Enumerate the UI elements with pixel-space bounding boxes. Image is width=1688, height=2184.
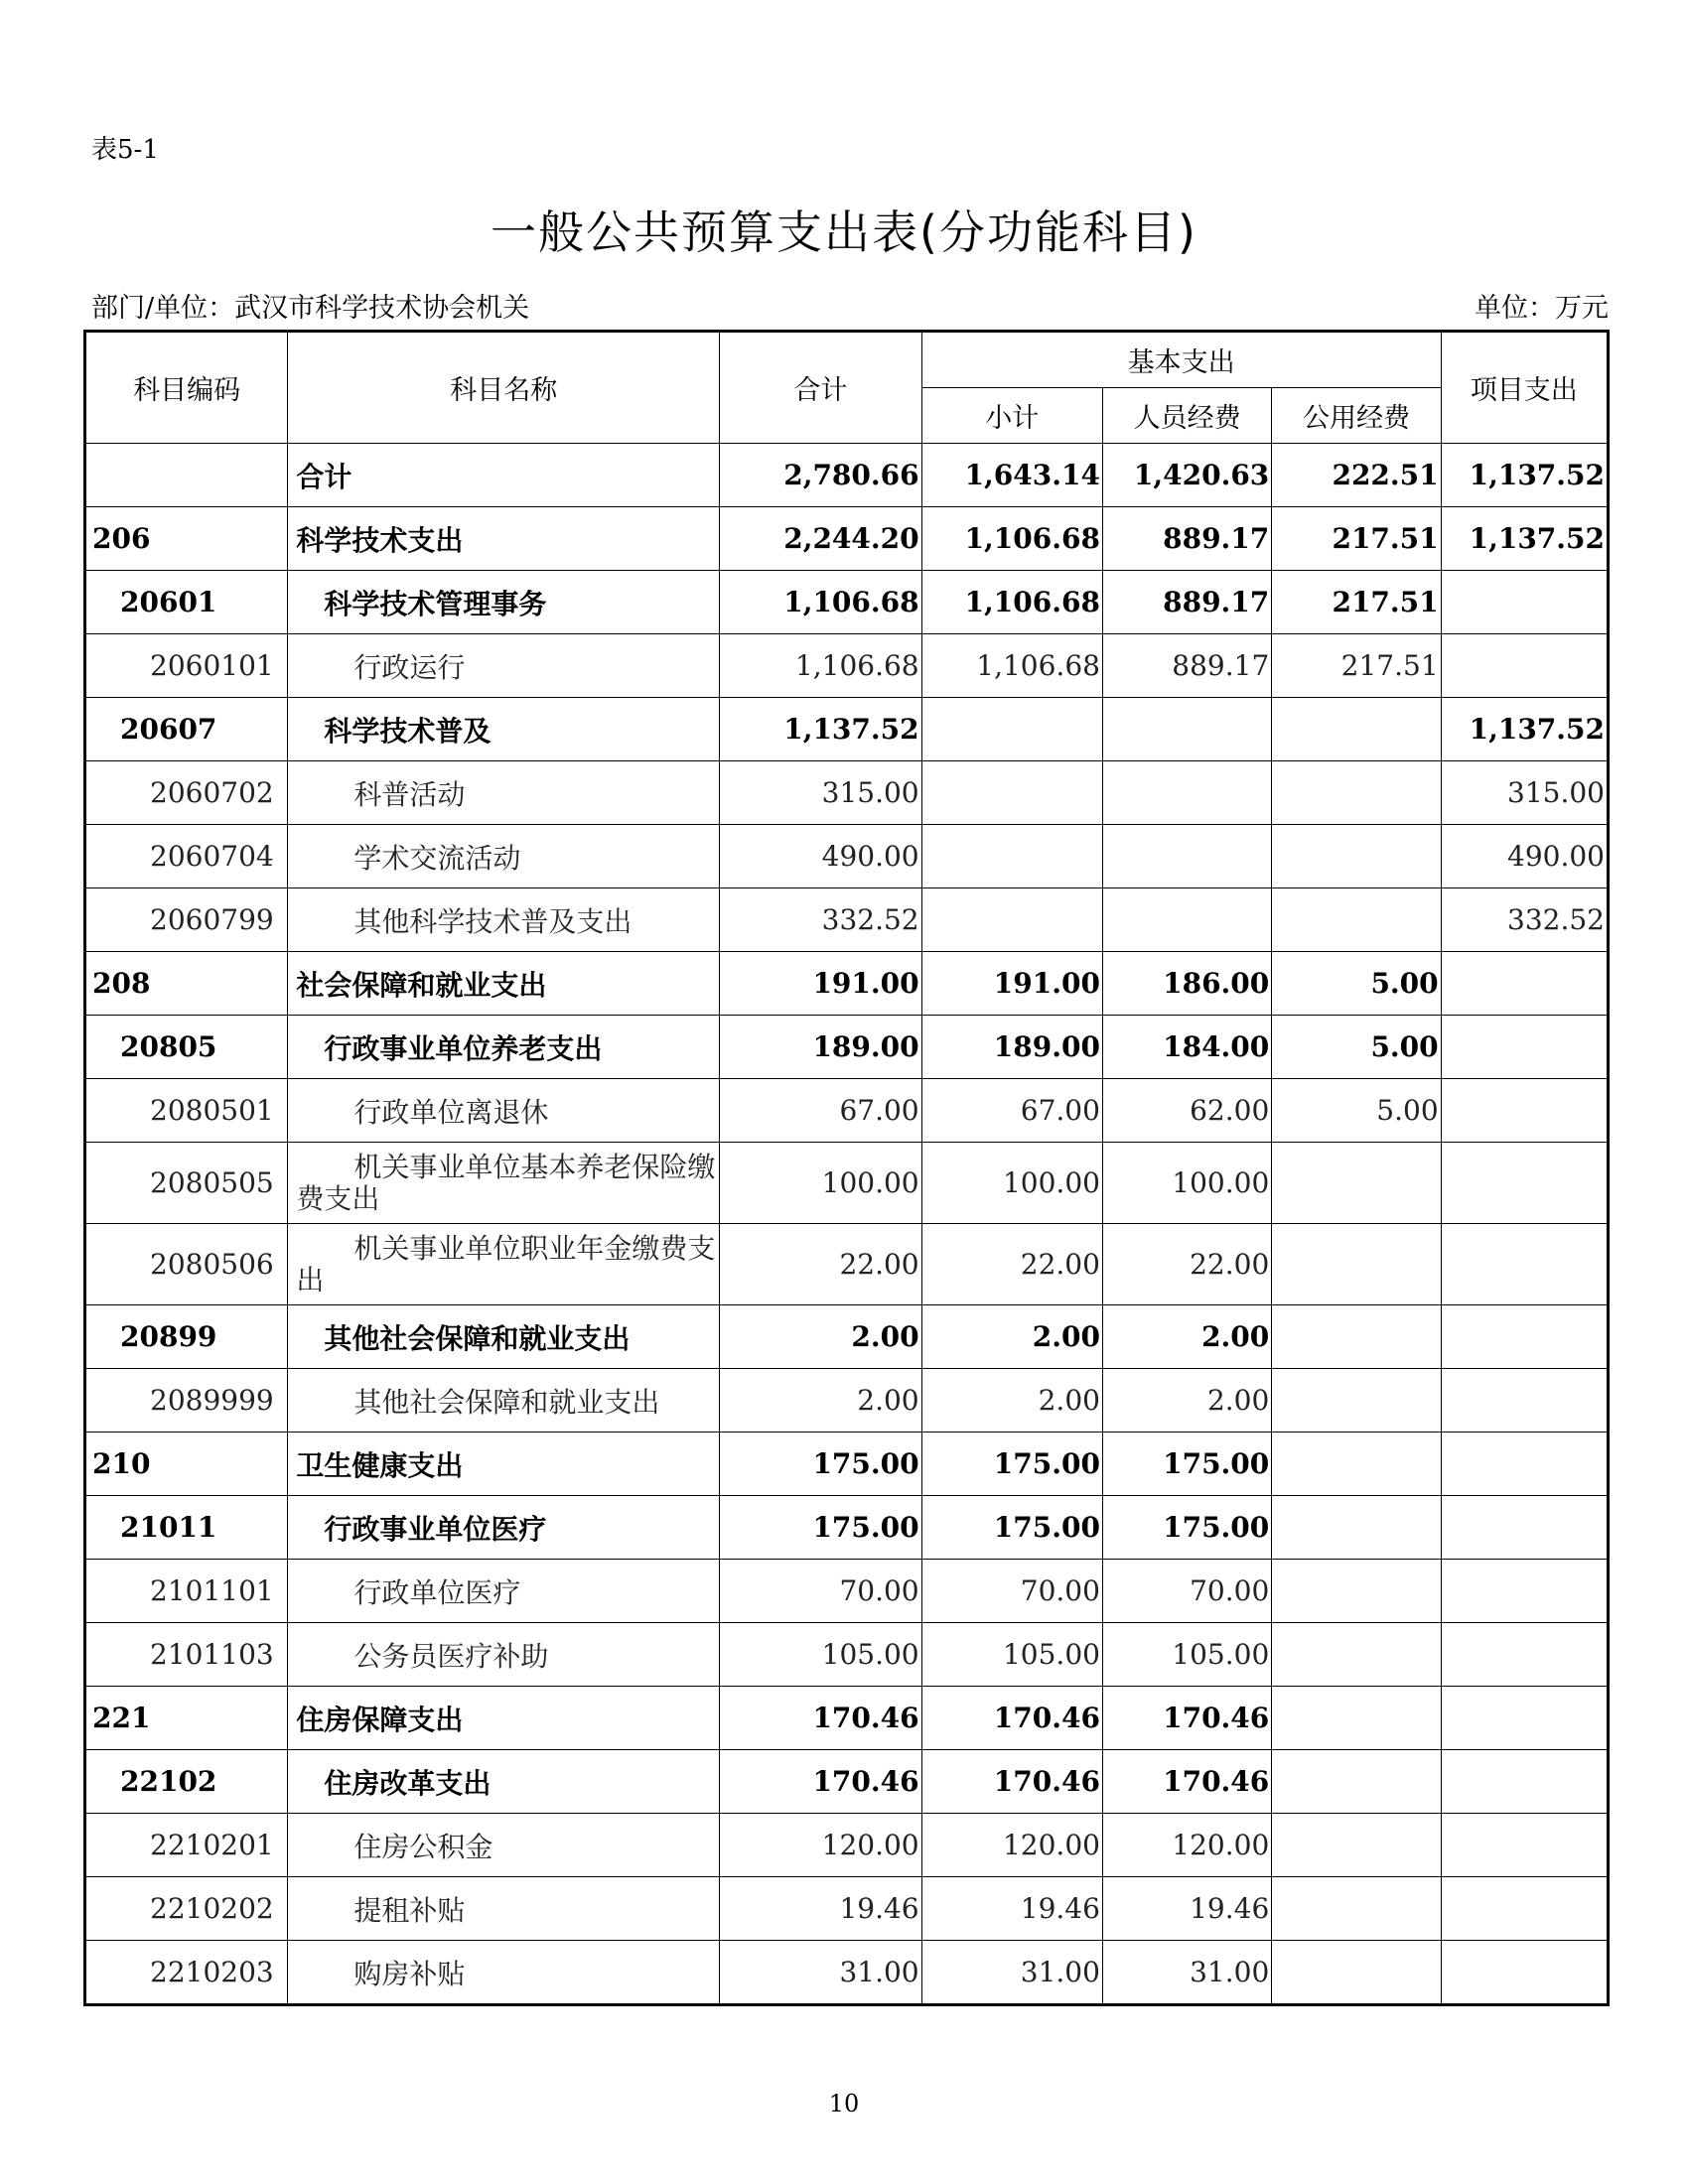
cell-name: 其他社会保障和就业支出 [288, 1369, 720, 1433]
cell-public: 222.51 [1272, 444, 1441, 507]
cell-total: 2,244.20 [720, 507, 921, 571]
cell-code: 2210201 [85, 1814, 288, 1877]
cell-subtotal: 31.00 [921, 1941, 1102, 2005]
table-row [85, 698, 1609, 761]
table-row [85, 1224, 1609, 1305]
cell-total: 175.00 [720, 1433, 921, 1496]
cell-total: 175.00 [720, 1496, 921, 1560]
cell-code: 210 [85, 1433, 288, 1496]
table-row [85, 1143, 1609, 1224]
table-row [85, 1750, 1609, 1814]
cell-name: 行政单位离退休 [288, 1079, 720, 1143]
header-total: 合计 [720, 332, 921, 444]
cell-public: 5.00 [1272, 1016, 1441, 1079]
cell-public [1272, 1143, 1441, 1224]
table-row [85, 1941, 1609, 2005]
cell-personnel: 889.17 [1102, 571, 1271, 634]
cell-personnel: 889.17 [1102, 507, 1271, 571]
table-row [85, 444, 1609, 507]
cell-subtotal: 1,106.68 [921, 571, 1102, 634]
cell-subtotal: 175.00 [921, 1496, 1102, 1560]
unit-label: 单位：万元 [1475, 293, 1609, 324]
cell-name: 行政事业单位养老支出 [288, 1016, 720, 1079]
cell-subtotal [921, 825, 1102, 888]
cell-subtotal: 105.00 [921, 1623, 1102, 1687]
cell-project [1441, 1143, 1608, 1224]
cell-subtotal: 100.00 [921, 1143, 1102, 1224]
cell-code: 2080506 [85, 1224, 288, 1305]
cell-code: 2060799 [85, 888, 288, 952]
cell-name: 提租补贴 [288, 1877, 720, 1941]
cell-name: 科学技术支出 [288, 507, 720, 571]
cell-subtotal: 22.00 [921, 1224, 1102, 1305]
table-row [85, 1079, 1609, 1143]
cell-personnel: 2.00 [1102, 1305, 1271, 1369]
cell-public: 217.51 [1272, 507, 1441, 571]
table-body [85, 444, 1609, 2005]
cell-subtotal: 175.00 [921, 1433, 1102, 1496]
header-personnel: 人员经费 [1102, 388, 1271, 444]
cell-project [1441, 952, 1608, 1016]
cell-total: 70.00 [720, 1560, 921, 1623]
cell-project [1441, 1016, 1608, 1079]
header-subtotal: 小计 [921, 388, 1102, 444]
cell-personnel: 120.00 [1102, 1814, 1271, 1877]
cell-project: 1,137.52 [1441, 444, 1608, 507]
cell-total: 22.00 [720, 1224, 921, 1305]
cell-name: 机关事业单位职业年金缴费支出 [288, 1224, 720, 1305]
cell-total: 315.00 [720, 761, 921, 825]
header-basic: 基本支出 [921, 332, 1441, 388]
cell-name: 科普活动 [288, 761, 720, 825]
cell-name: 科学技术普及 [288, 698, 720, 761]
cell-public [1272, 1750, 1441, 1814]
table-row [85, 571, 1609, 634]
cell-personnel: 186.00 [1102, 952, 1271, 1016]
cell-project [1441, 1814, 1608, 1877]
cell-code: 2060704 [85, 825, 288, 888]
cell-code: 2101103 [85, 1623, 288, 1687]
cell-name: 行政事业单位医疗 [288, 1496, 720, 1560]
cell-total: 332.52 [720, 888, 921, 952]
cell-public [1272, 1941, 1441, 2005]
cell-name: 购房补贴 [288, 1941, 720, 2005]
cell-code: 2060702 [85, 761, 288, 825]
cell-total: 2.00 [720, 1305, 921, 1369]
cell-total: 105.00 [720, 1623, 921, 1687]
cell-total: 189.00 [720, 1016, 921, 1079]
table-row [85, 1560, 1609, 1623]
cell-public [1272, 1224, 1441, 1305]
cell-total: 67.00 [720, 1079, 921, 1143]
cell-name: 学术交流活动 [288, 825, 720, 888]
cell-public [1272, 1687, 1441, 1750]
department-label: 部门/单位：武汉市科学技术协会机关 [91, 293, 530, 324]
table-row [85, 1687, 1609, 1750]
cell-project [1441, 1224, 1608, 1305]
cell-public [1272, 1305, 1441, 1369]
cell-subtotal: 191.00 [921, 952, 1102, 1016]
cell-personnel: 2.00 [1102, 1369, 1271, 1433]
cell-name: 行政运行 [288, 634, 720, 698]
cell-subtotal: 170.46 [921, 1687, 1102, 1750]
cell-public: 5.00 [1272, 952, 1441, 1016]
cell-code: 206 [85, 507, 288, 571]
cell-total: 31.00 [720, 1941, 921, 2005]
cell-public [1272, 1496, 1441, 1560]
cell-project [1441, 1433, 1608, 1496]
cell-public: 217.51 [1272, 634, 1441, 698]
cell-name: 住房公积金 [288, 1814, 720, 1877]
table-row [85, 825, 1609, 888]
cell-public [1272, 1814, 1441, 1877]
cell-personnel: 184.00 [1102, 1016, 1271, 1079]
cell-public: 5.00 [1272, 1079, 1441, 1143]
header-name: 科目名称 [288, 332, 720, 444]
cell-total: 1,137.52 [720, 698, 921, 761]
cell-subtotal: 2.00 [921, 1305, 1102, 1369]
cell-subtotal: 189.00 [921, 1016, 1102, 1079]
cell-project [1441, 1079, 1608, 1143]
cell-subtotal: 1,106.68 [921, 507, 1102, 571]
cell-public: 217.51 [1272, 571, 1441, 634]
table-row [85, 888, 1609, 952]
cell-project [1441, 1941, 1608, 2005]
cell-code: 21011 [85, 1496, 288, 1560]
cell-name: 卫生健康支出 [288, 1433, 720, 1496]
cell-personnel [1102, 761, 1271, 825]
cell-project [1441, 1623, 1608, 1687]
header-project: 项目支出 [1441, 332, 1608, 444]
cell-code: 2089999 [85, 1369, 288, 1433]
cell-subtotal: 120.00 [921, 1814, 1102, 1877]
cell-personnel [1102, 698, 1271, 761]
cell-personnel: 175.00 [1102, 1496, 1271, 1560]
cell-total: 191.00 [720, 952, 921, 1016]
cell-public [1272, 1877, 1441, 1941]
cell-subtotal: 170.46 [921, 1750, 1102, 1814]
cell-personnel: 100.00 [1102, 1143, 1271, 1224]
cell-personnel: 170.46 [1102, 1750, 1271, 1814]
cell-personnel: 175.00 [1102, 1433, 1271, 1496]
cell-public [1272, 888, 1441, 952]
cell-name: 科学技术管理事务 [288, 571, 720, 634]
cell-subtotal: 1,106.68 [921, 634, 1102, 698]
cell-code: 20899 [85, 1305, 288, 1369]
cell-code: 20607 [85, 698, 288, 761]
cell-personnel: 19.46 [1102, 1877, 1271, 1941]
cell-project [1441, 1369, 1608, 1433]
budget-table [83, 330, 1610, 2006]
cell-personnel: 70.00 [1102, 1560, 1271, 1623]
cell-code: 22102 [85, 1750, 288, 1814]
cell-code: 221 [85, 1687, 288, 1750]
cell-total: 170.46 [720, 1687, 921, 1750]
table-row [85, 1369, 1609, 1433]
table-row [85, 1814, 1609, 1877]
cell-name: 其他科学技术普及支出 [288, 888, 720, 952]
cell-project [1441, 1877, 1608, 1941]
table-row [85, 1016, 1609, 1079]
cell-personnel: 62.00 [1102, 1079, 1271, 1143]
table-row [85, 761, 1609, 825]
cell-project [1441, 571, 1608, 634]
cell-name: 社会保障和就业支出 [288, 952, 720, 1016]
cell-public [1272, 1369, 1441, 1433]
cell-subtotal: 1,643.14 [921, 444, 1102, 507]
cell-personnel: 1,420.63 [1102, 444, 1271, 507]
page-title: 一般公共预算支出表(分功能科目) [491, 205, 1197, 259]
table-row [85, 1496, 1609, 1560]
cell-total: 19.46 [720, 1877, 921, 1941]
cell-total: 1,106.68 [720, 634, 921, 698]
cell-project [1441, 634, 1608, 698]
cell-public [1272, 1560, 1441, 1623]
cell-total: 120.00 [720, 1814, 921, 1877]
cell-code [85, 444, 288, 507]
cell-project [1441, 1305, 1608, 1369]
cell-project: 332.52 [1441, 888, 1608, 952]
table-row [85, 1623, 1609, 1687]
cell-project: 1,137.52 [1441, 698, 1608, 761]
cell-subtotal [921, 761, 1102, 825]
cell-personnel: 31.00 [1102, 1941, 1271, 2005]
cell-public [1272, 1623, 1441, 1687]
cell-project [1441, 1560, 1608, 1623]
cell-personnel: 105.00 [1102, 1623, 1271, 1687]
cell-total: 490.00 [720, 825, 921, 888]
cell-name: 机关事业单位基本养老保险缴费支出 [288, 1143, 720, 1224]
cell-subtotal [921, 888, 1102, 952]
cell-project: 315.00 [1441, 761, 1608, 825]
cell-code: 20805 [85, 1016, 288, 1079]
cell-name: 住房改革支出 [288, 1750, 720, 1814]
table-number: 表5-1 [91, 135, 159, 165]
cell-code: 2101101 [85, 1560, 288, 1623]
cell-name: 合计 [288, 444, 720, 507]
cell-total: 100.00 [720, 1143, 921, 1224]
header-public: 公用经费 [1272, 388, 1441, 444]
cell-project: 1,137.52 [1441, 507, 1608, 571]
cell-total: 2,780.66 [720, 444, 921, 507]
table-row [85, 1433, 1609, 1496]
page-number: 10 [828, 2090, 860, 2117]
cell-code: 2060101 [85, 634, 288, 698]
cell-personnel: 889.17 [1102, 634, 1271, 698]
cell-public [1272, 1433, 1441, 1496]
cell-name: 公务员医疗补助 [288, 1623, 720, 1687]
cell-subtotal: 70.00 [921, 1560, 1102, 1623]
cell-code: 2080505 [85, 1143, 288, 1224]
cell-public [1272, 698, 1441, 761]
cell-code: 208 [85, 952, 288, 1016]
cell-public [1272, 825, 1441, 888]
table-row [85, 634, 1609, 698]
cell-project [1441, 1687, 1608, 1750]
cell-name: 行政单位医疗 [288, 1560, 720, 1623]
cell-personnel: 170.46 [1102, 1687, 1271, 1750]
table-row [85, 507, 1609, 571]
cell-code: 2080501 [85, 1079, 288, 1143]
cell-total: 170.46 [720, 1750, 921, 1814]
cell-subtotal [921, 698, 1102, 761]
cell-personnel [1102, 888, 1271, 952]
cell-code: 2210202 [85, 1877, 288, 1941]
header-code: 科目编码 [85, 332, 288, 444]
cell-subtotal: 2.00 [921, 1369, 1102, 1433]
cell-code: 2210203 [85, 1941, 288, 2005]
cell-project: 490.00 [1441, 825, 1608, 888]
cell-subtotal: 67.00 [921, 1079, 1102, 1143]
cell-personnel [1102, 825, 1271, 888]
table-row [85, 1877, 1609, 1941]
cell-personnel: 22.00 [1102, 1224, 1271, 1305]
cell-name: 其他社会保障和就业支出 [288, 1305, 720, 1369]
cell-total: 2.00 [720, 1369, 921, 1433]
cell-project [1441, 1496, 1608, 1560]
cell-total: 1,106.68 [720, 571, 921, 634]
table-row [85, 952, 1609, 1016]
table-row [85, 1305, 1609, 1369]
cell-project [1441, 1750, 1608, 1814]
cell-public [1272, 761, 1441, 825]
cell-subtotal: 19.46 [921, 1877, 1102, 1941]
cell-name: 住房保障支出 [288, 1687, 720, 1750]
cell-code: 20601 [85, 571, 288, 634]
